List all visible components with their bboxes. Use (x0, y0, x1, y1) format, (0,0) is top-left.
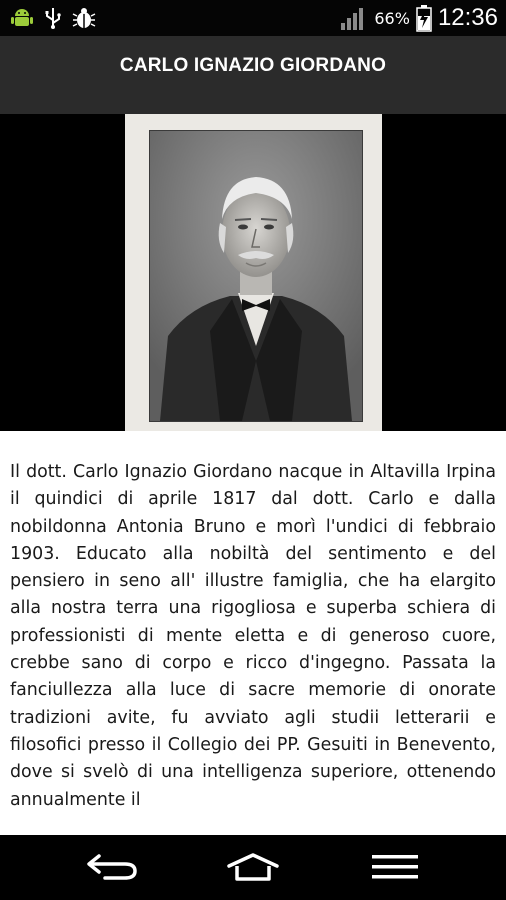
status-bar-system (340, 4, 498, 32)
status-bar-notifications (10, 6, 96, 30)
menu-button[interactable] (355, 847, 435, 887)
portrait-image (149, 130, 363, 422)
usb-icon (44, 6, 62, 30)
home-button[interactable] (213, 847, 293, 887)
article-body-text: Il dott. Carlo Ignazio Giordano nacque in Altavilla Irpina il quindici di aprile 1817 dal dott. Carlo e dalla nobildonna Antonia Bruno e morì l'undici di febbraio 1903. Educato alla nobiltà del sentimento e del pensiero in seno all' illustre famiglia, che ha elargito alla nostra terra una rigogliosa e superba schiera di professionisti di mente eletta e di generoso cuore, crebbe sano di corpo e ricco d'ingegno. Passata la fanciullezza alla luce di sacre memorie di onorate tradizioni avite, fu avviato agli studii letterarii e filosofici presso il Collegio dei PP. Gesuiti in Benevento, dove si svelò di una intelligenza superiore, ottenendo annualmente il (10, 462, 496, 810)
navigation-bar (0, 835, 506, 900)
page-title: CARLO IGNAZIO GIORDANO (119, 55, 387, 76)
portrait-photo (125, 114, 382, 431)
action-bar (0, 36, 506, 114)
clock-time: 12:36 (437, 4, 498, 31)
menu-icon (372, 854, 418, 880)
article-body-container[interactable] (0, 431, 506, 835)
home-icon (225, 852, 281, 882)
status-bar (0, 0, 506, 36)
back-icon (85, 852, 139, 882)
battery-percent: 66% (374, 8, 410, 28)
battery-charging-icon (416, 4, 432, 32)
photo-section (0, 114, 506, 431)
signal-icon (340, 5, 368, 31)
debug-bug-icon (72, 6, 96, 30)
android-icon (10, 6, 34, 30)
back-button[interactable] (72, 847, 152, 887)
